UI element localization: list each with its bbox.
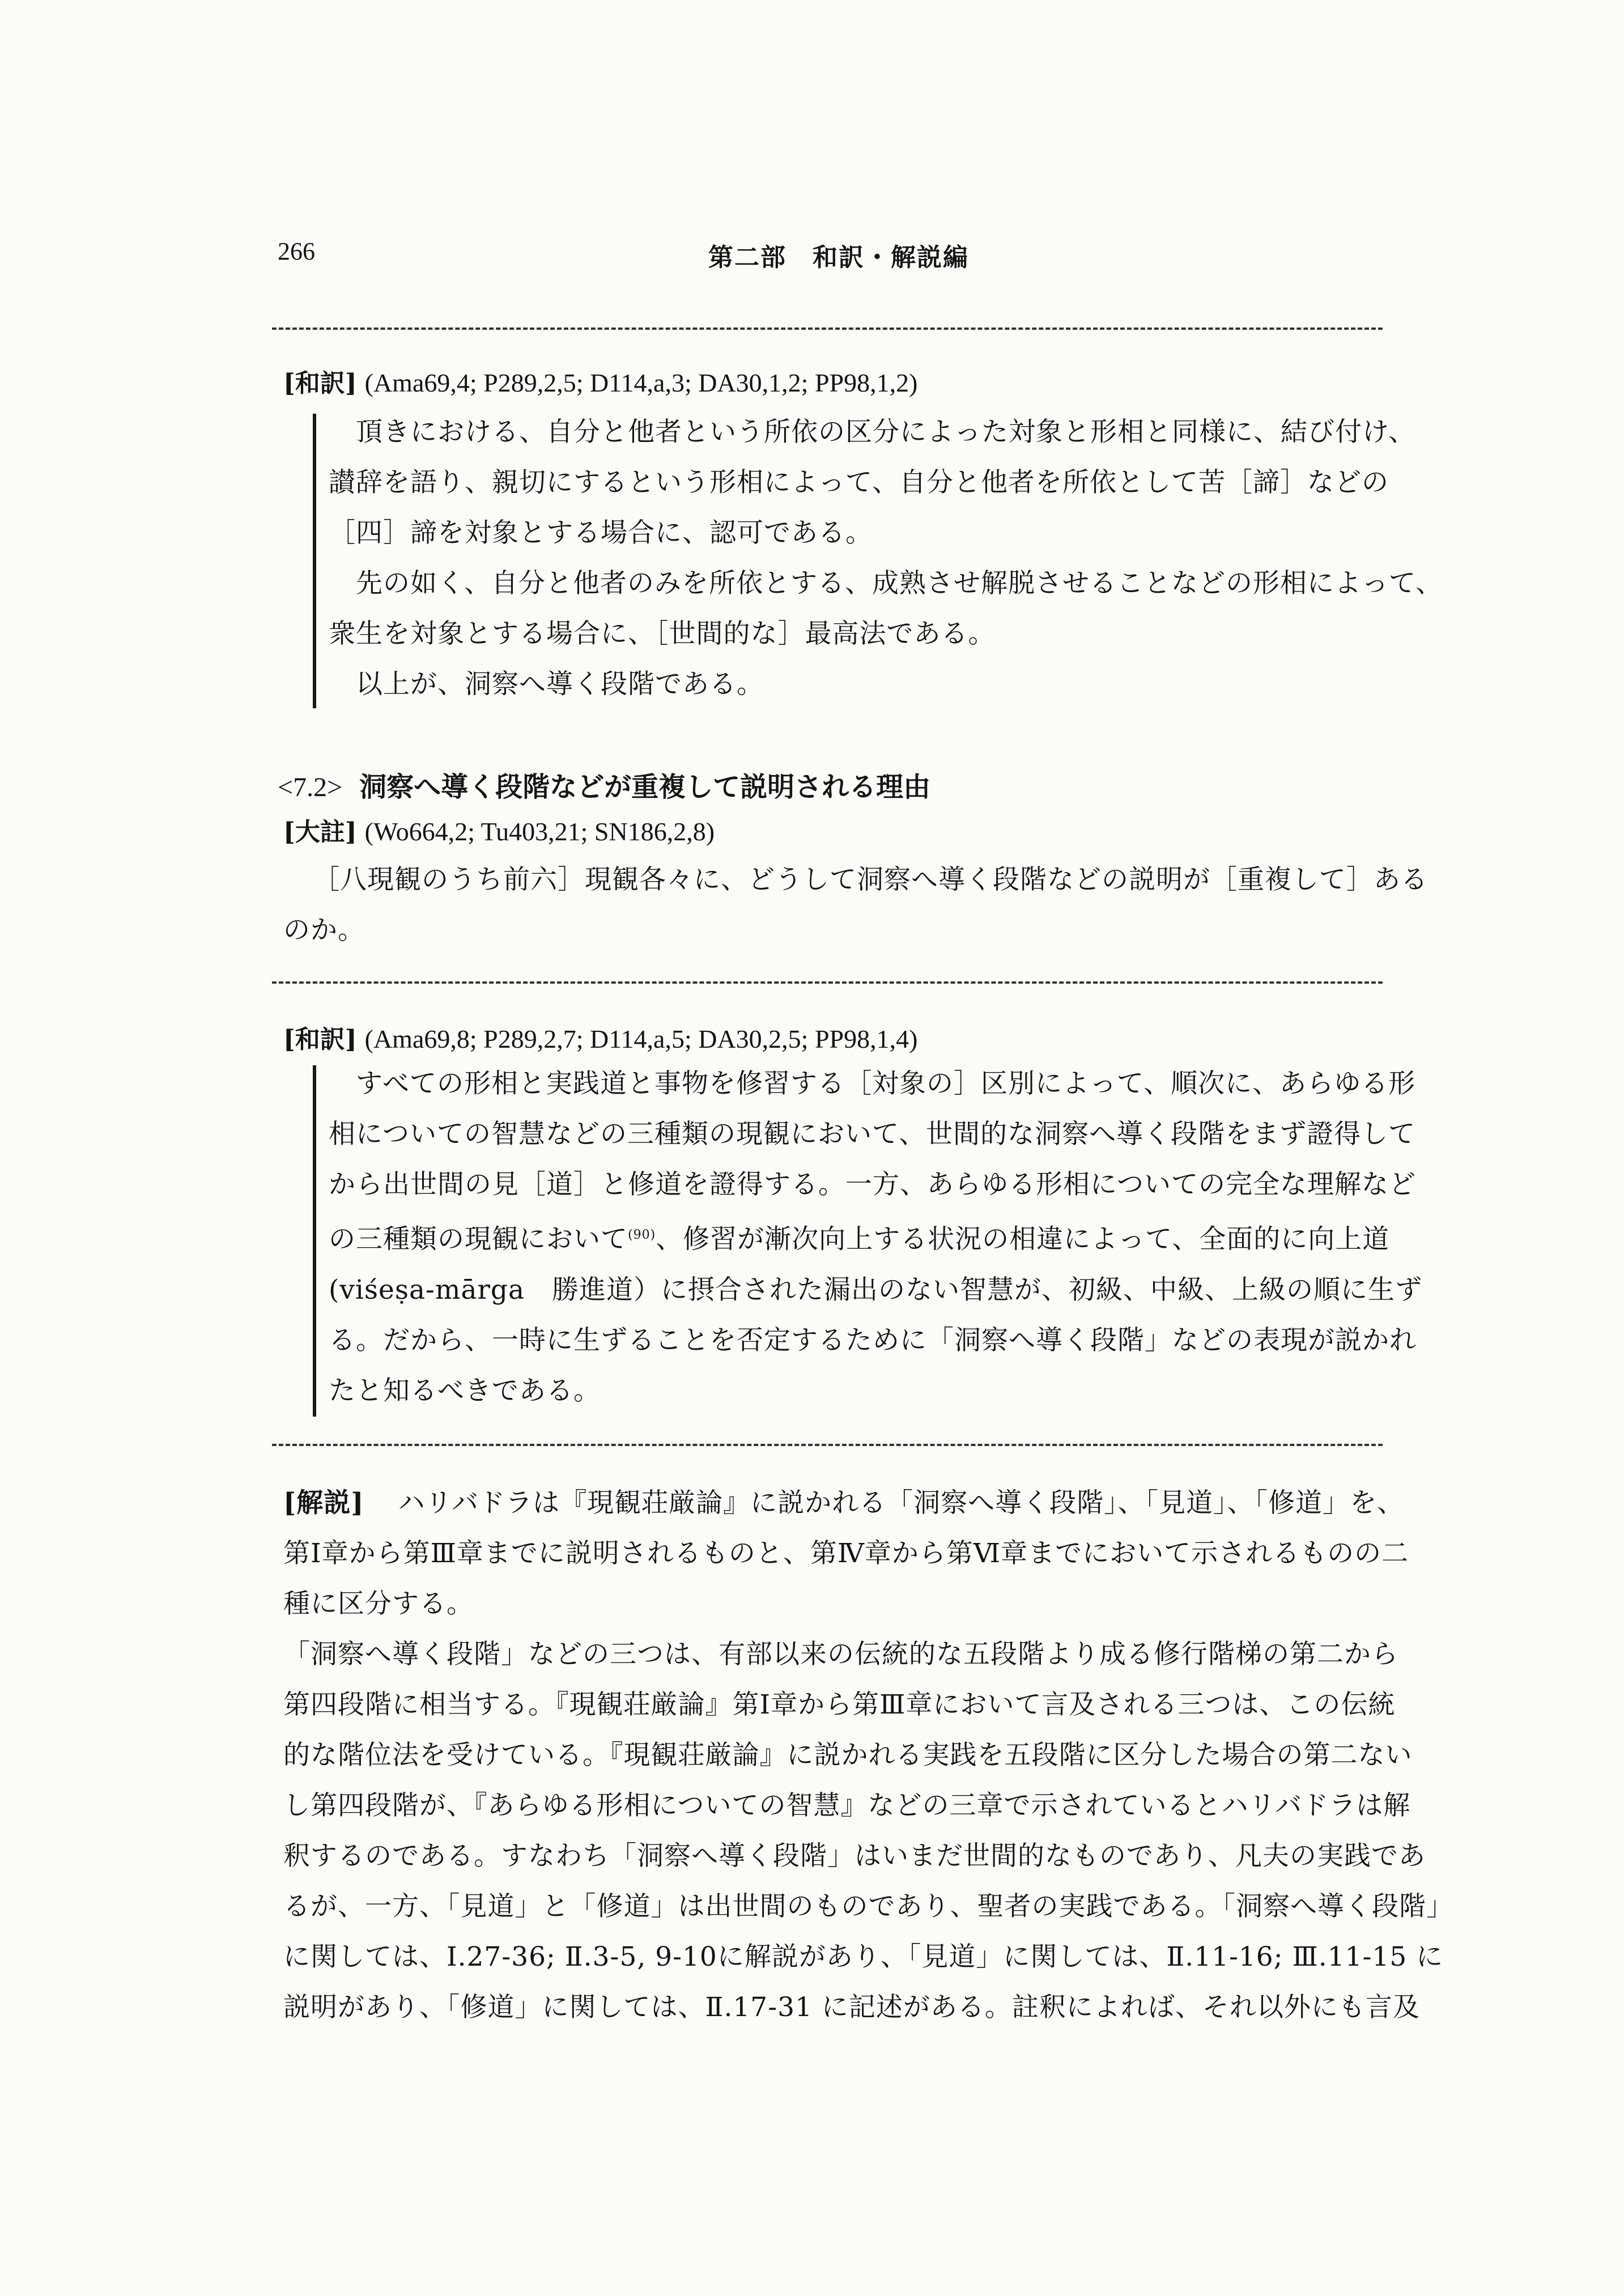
paragraph-line: 相についての智慧などの三種類の現観において、世間的な洞察へ導く段階をまず證得して bbox=[329, 1119, 1416, 1150]
paragraph-line: すべての形相と実践道と事物を修習する［対象の］区別によって、順次に、あらゆる形 bbox=[356, 1068, 1416, 1099]
source-reference: (Ama69,4; P289,2,5; D114,a,3; DA30,1,2; PP98,1,2) bbox=[364, 368, 918, 397]
divider-middle bbox=[272, 981, 1383, 984]
translation-label: [和訳] bbox=[283, 369, 357, 398]
explanation-text bbox=[283, 1478, 1453, 2033]
commentary-text bbox=[283, 854, 1428, 955]
translation-label: [和訳] bbox=[283, 1025, 357, 1054]
margin-bar-2 bbox=[313, 1065, 316, 1417]
commentary-label: [大註] bbox=[283, 818, 357, 847]
explanation-label: [解説] bbox=[283, 1487, 364, 1519]
divider-bottom bbox=[272, 1444, 1383, 1446]
page-number: 266 bbox=[278, 237, 315, 265]
paragraph-line: 頂きにおける、自分と他者という所依の区分によった対象と形相と同様に、結び付け、 bbox=[356, 416, 1416, 448]
paragraph-line: 先の如く、自分と他者のみを所依とする、成熟させ解脱させることなどの形相によって、 bbox=[356, 568, 1443, 599]
section-number: <7.2> bbox=[278, 772, 343, 802]
paragraph-line: 説明があり、「修道」に関しては、Ⅱ.17-31 に記述がある。註釈によれば、それ以外にも言及 bbox=[283, 1992, 1420, 2023]
commentary-header bbox=[283, 811, 715, 848]
paragraph-line: 第四段階に相当する。『現観荘厳論』第Ⅰ章から第Ⅲ章において言及される三つは、この伝統 bbox=[283, 1689, 1396, 1720]
paragraph-line: 衆生を対象とする場合に、［世間的な］最高法である。 bbox=[329, 618, 996, 649]
paragraph-line bbox=[283, 1478, 1453, 1528]
line-text: ハリバドラは『現観荘厳論』に説かれる「洞察へ導く段階」、「見道」、「修道」を、 bbox=[398, 1487, 1405, 1519]
line-text: の三種類の現観において bbox=[329, 1223, 628, 1255]
translation-text-2 bbox=[329, 1058, 1422, 1416]
paragraph-line: るが、一方、「見道」と「修道」は出世間のものであり、聖者の実践である。「洞察へ導く段階」 bbox=[283, 1891, 1453, 1922]
translation-text-1 bbox=[329, 407, 1443, 709]
paragraph-line bbox=[329, 1210, 1422, 1265]
paragraph-line: 種に区分する。 bbox=[283, 1588, 474, 1619]
translation-header-1 bbox=[283, 363, 917, 399]
paragraph-line: ［四］諦を対象とする場合に、認可である。 bbox=[329, 517, 873, 549]
section-heading bbox=[278, 765, 930, 804]
translation-header-2 bbox=[283, 1019, 917, 1055]
margin-bar-1 bbox=[313, 414, 316, 708]
paragraph-line: から出世間の見［道］と修道を證得する。一方、あらゆる形相についての完全な理解など bbox=[329, 1169, 1417, 1200]
paragraph-line: 以上が、洞察へ導く段階である。 bbox=[356, 669, 764, 700]
paragraph-line: し第四段階が、『あらゆる形相についての智慧』などの三章で示されているとハリバドラは解 bbox=[283, 1790, 1411, 1821]
source-reference: (Ama69,8; P289,2,7; D114,a,5; DA30,2,5; PP98,1,4) bbox=[364, 1024, 918, 1053]
line-text: 、修習が漸次向上する状況の相違によって、全面的に向上道 bbox=[656, 1223, 1390, 1255]
paragraph-line: 的な階位法を受けている。『現観荘厳論』に説かれる実践を五段階に区分した場合の第二ない bbox=[283, 1740, 1413, 1771]
paragraph-line: る。だから、一時に生ずることを否定するために「洞察へ導く段階」などの表現が説かれ bbox=[329, 1324, 1417, 1356]
footnote-marker: (90) bbox=[628, 1228, 656, 1242]
paragraph-line: ［八現観のうち前六］現観各々に、どうして洞察へ導く段階などの説明が［重複して］ある bbox=[313, 864, 1428, 895]
running-head: 第二部 和訳・解説編 bbox=[708, 243, 969, 272]
paragraph-line: 讃辞を語り、親切にするという形相によって、自分と他者を所依として苦［諦］などの bbox=[329, 467, 1389, 498]
paragraph-line: のか。 bbox=[283, 915, 365, 946]
paragraph-line: 「洞察へ導く段階」などの三つは、有部以来の伝統的な五段階より成る修行階梯の第二から bbox=[283, 1639, 1398, 1670]
commentary-reference: (Wo664,2; Tu403,21; SN186,2,8) bbox=[364, 817, 715, 846]
paragraph-line: 釈するのである。すなわち「洞察へ導く段階」はいまだ世間的なものであり、凡夫の実践であ bbox=[283, 1840, 1426, 1872]
section-title: 洞察へ導く段階などが重複して説明される理由 bbox=[359, 771, 931, 803]
paragraph-line: 第Ⅰ章から第Ⅲ章までに説明されるものと、第Ⅳ章から第Ⅵ章までにおいて示されるものの二 bbox=[283, 1538, 1409, 1569]
divider-top bbox=[272, 328, 1383, 330]
paragraph-line: に関しては、Ⅰ.27-36; Ⅱ.3-5, 9-10に解説があり、「見道」に関しては、Ⅱ.11-16; Ⅲ.11-15 に bbox=[283, 1941, 1444, 1972]
paragraph-line: たと知るべきである。 bbox=[329, 1375, 601, 1406]
paragraph-line: (viśeṣa-mārga 勝進道）に摂合された漏出のない智慧が、初級、中級、上級の順に生ず bbox=[329, 1274, 1423, 1306]
